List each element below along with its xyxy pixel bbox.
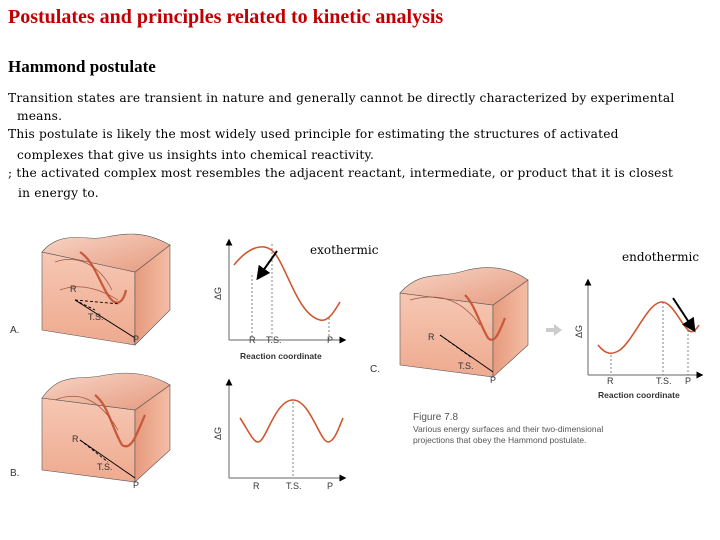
exothermic-arrow bbox=[258, 251, 277, 278]
paragraph-line: ; the activated complex most resembles the adjacent reactant, intermediate, or product that it is closest bbox=[8, 166, 674, 180]
section-heading: Hammond postulate bbox=[8, 57, 156, 76]
label-r: R bbox=[72, 434, 79, 444]
label-ts: T.S. bbox=[97, 462, 113, 472]
label-ts: T.S. bbox=[88, 312, 104, 322]
label-p: P bbox=[327, 335, 334, 345]
hammond-figure bbox=[0, 225, 720, 540]
label-ts: T.S. bbox=[266, 335, 282, 345]
label-ts: T.S. bbox=[286, 481, 302, 491]
label-r: R bbox=[607, 376, 614, 386]
panel-c-label: C. bbox=[370, 364, 380, 375]
axis-label-delta-g: ΔG bbox=[574, 324, 584, 338]
panel-b-label: B. bbox=[10, 468, 20, 479]
axis-label-delta-g: ΔG bbox=[213, 426, 223, 440]
paragraph-line: in energy to. bbox=[18, 186, 99, 200]
label-p: P bbox=[133, 480, 140, 490]
figure-caption-title: Figure 7.8 bbox=[413, 412, 459, 423]
axis-label-reaction-coordinate: Reaction coordinate bbox=[240, 351, 322, 361]
label-r: R bbox=[428, 332, 435, 342]
label-p: P bbox=[327, 481, 334, 491]
label-r: R bbox=[70, 284, 77, 294]
panel-a-label: A. bbox=[10, 325, 20, 336]
label-p: P bbox=[490, 375, 497, 385]
exothermic-label: exothermic bbox=[310, 243, 379, 257]
label-p: P bbox=[685, 376, 692, 386]
paragraph-line: complexes that give us insights into chemical reactivity. bbox=[17, 148, 375, 162]
paragraph-line: This postulate is likely the most widely used principle for estimating the structures of activated bbox=[8, 127, 619, 141]
label-p: P bbox=[133, 334, 140, 344]
label-ts: T.S. bbox=[656, 376, 672, 386]
surface-a bbox=[42, 234, 170, 345]
label-r: R bbox=[253, 481, 260, 491]
slide-title: Postulates and principles related to kinetic analysis bbox=[8, 6, 444, 28]
axis-label-delta-g: ΔG bbox=[213, 286, 223, 300]
projection-arrow bbox=[546, 324, 562, 336]
figure-caption-line: Various energy surfaces and their two-dimensional bbox=[413, 424, 604, 434]
label-r: R bbox=[249, 335, 256, 345]
plot-b bbox=[229, 380, 345, 478]
label-ts: T.S. bbox=[458, 361, 474, 371]
plot-c bbox=[588, 280, 702, 375]
axis-label-reaction-coordinate: Reaction coordinate bbox=[598, 390, 680, 400]
paragraph-line: Transition states are transient in nature and generally cannot be directly characterized by experimental bbox=[8, 91, 675, 105]
paragraph-line: means. bbox=[17, 109, 63, 123]
figure-caption-line: projections that obey the Hammond postulate. bbox=[413, 435, 587, 445]
endothermic-label: endothermic bbox=[622, 250, 700, 264]
